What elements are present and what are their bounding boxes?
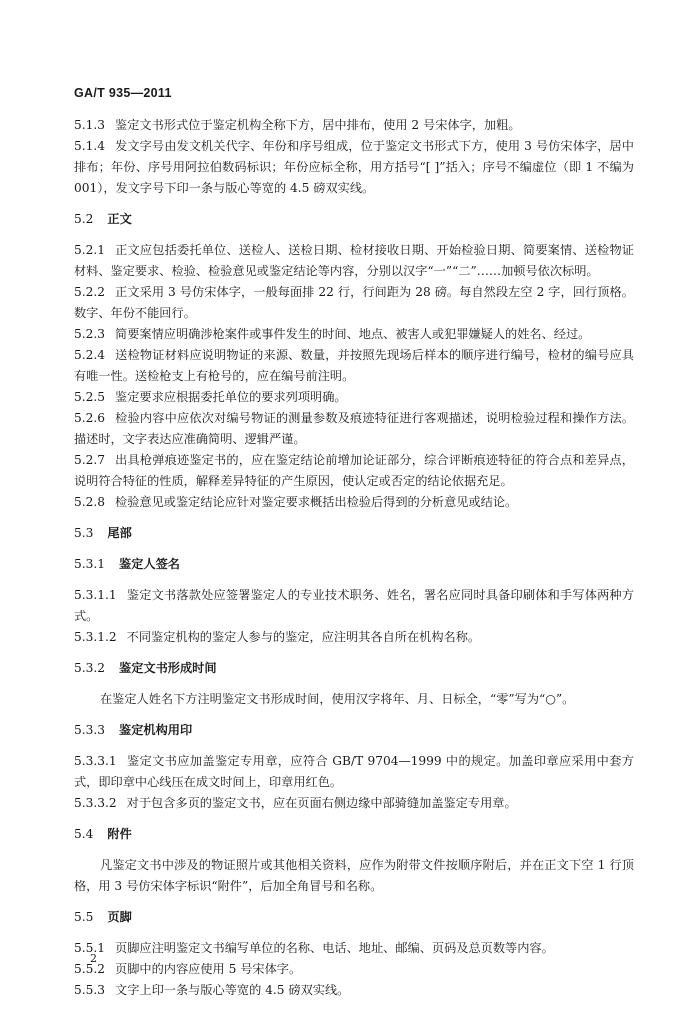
clause-number: 5.3.3.1 (74, 754, 117, 768)
clause-text: 正文应包括委托单位、送检人、送检日期、检材接收日期、开始检验日期、简要案情、送检物证材料、鉴定要求、检验、检验意见或鉴定结论等内容，分别以汉字“一”“二”……加顿号依次标明。 (74, 243, 634, 278)
clause-text: 尾部 (107, 526, 132, 540)
paragraph (74, 689, 634, 710)
clause-number: 5.3.1.1 (74, 588, 117, 602)
section-heading (74, 523, 634, 544)
clause-text: 检验内容中应依次对编号物证的测量参数及痕迹特征进行客观描述，说明检验过程和操作方法。描述时，文字表达应准确简明、逻辑严谨。 (74, 411, 634, 446)
clause-text: 鉴定文书落款处应签署鉴定人的专业技术职务、姓名，署名应同时具备印刷体和手写体两种方式。 (74, 588, 634, 623)
clause-number: 5.2 (74, 212, 94, 226)
clause (74, 627, 634, 648)
spacer (74, 814, 634, 824)
clause-text: 鉴定文书形式位于鉴定机构全称下方，居中排布，使用 2 号宋体字，加粗。 (115, 118, 521, 132)
spacer (74, 544, 634, 554)
clause-text: 鉴定人签名 (119, 557, 180, 571)
clause-number: 5.3.1.2 (74, 630, 117, 644)
clause-number: 5.1.4 (74, 139, 106, 153)
section-heading (74, 209, 634, 230)
paragraph (74, 855, 634, 897)
clause (74, 793, 634, 814)
section-heading (74, 907, 634, 928)
clause-text: 鉴定机构用印 (119, 723, 193, 737)
clause-number: 5.2.4 (74, 348, 106, 362)
clause-number: 5.2.5 (74, 390, 106, 404)
clause-text: 简要案情应明确涉枪案件或事件发生的时间、地点、被害人或犯罪嫌疑人的姓名、经过。 (115, 327, 591, 341)
clause-number: 5.1.3 (74, 118, 106, 132)
clause-text: 出具枪弹痕迹鉴定书的，应在鉴定结论前增加论证部分，综合评断痕迹特征的符合点和差异点，说明符合特征的性质，解释差异特征的产生原因，使认定或否定的结论依据充足。 (74, 453, 634, 488)
clause (74, 938, 634, 959)
clause-text: 在鉴定人姓名下方注明鉴定文书形成时间，使用汉字将年、月、日标全，“零”写为“○”。 (100, 692, 575, 706)
clause-number: 5.3.2 (74, 661, 106, 675)
spacer (74, 710, 634, 720)
section-heading (74, 720, 634, 741)
clause-text: 正文采用 3 号仿宋体字，一般每面排 22 行，行间距为 28 磅。每自然段左空 2 字，回行顶格。数字、年份不能回行。 (74, 285, 634, 320)
spacer (74, 199, 634, 209)
standard-number-header: GA/T 935—2011 (74, 86, 172, 100)
spacer (74, 230, 634, 240)
spacer (74, 513, 634, 523)
clause-text: 鉴定文书应加盖鉴定专用章，应符合 GB/T 9704—1999 中的规定。加盖印章应采用中套方式，即印章中心线压在成文时间上，印章用红色。 (74, 754, 634, 789)
spacer (74, 679, 634, 689)
clause (74, 345, 634, 387)
spacer (74, 845, 634, 855)
clause-number: 5.3.3.2 (74, 796, 117, 810)
clause-number: 5.2.7 (74, 453, 106, 467)
clause-text: 页脚中的内容应使用 5 号宋体字。 (115, 962, 302, 976)
spacer (74, 741, 634, 751)
clause (74, 115, 634, 136)
clause (74, 751, 634, 793)
clause-text: 页脚应注明鉴定文书编写单位的名称、电话、地址、邮编、页码及总页数等内容。 (115, 941, 554, 955)
clause-number: 5.2.2 (74, 285, 106, 299)
clause-text: 文字上印一条与版心等宽的 4.5 磅双实线。 (115, 983, 350, 997)
section-heading (74, 658, 634, 679)
clause-text: 对于包含多页的鉴定文书，应在页面右侧边缘中部骑缝加盖鉴定专用章。 (126, 796, 517, 810)
clause (74, 324, 634, 345)
clause (74, 585, 634, 627)
clause (74, 980, 634, 1001)
clause-text: 送检物证材料应说明物证的来源、数量，并按照先现场后样本的顺序进行编号，检材的编号应具有唯一性。送检枪支上有枪号的，应在编号前注明。 (74, 348, 634, 383)
clause-number: 5.5.3 (74, 983, 106, 997)
clause-number: 5.2.3 (74, 327, 106, 341)
spacer (74, 648, 634, 658)
clause-number: 5.4 (74, 827, 94, 841)
clause (74, 492, 634, 513)
clause-text: 不同鉴定机构的鉴定人参与的鉴定，应注明其各自所在机构名称。 (126, 630, 481, 644)
clause (74, 387, 634, 408)
clause-text: 鉴定要求应根据委托单位的要求列项明确。 (115, 390, 347, 404)
spacer (74, 928, 634, 938)
page-number: 2 (90, 952, 97, 965)
clause-number: 5.5.1 (74, 941, 106, 955)
clause-text: 发文字号由发文机关代字、年份和序号组成，位于鉴定文书形式下方，使用 3 号仿宋体字，居中排布；年份、序号用阿拉伯数码标识；年份应标全称，用方括号“[ ]”括入；序号不编虚位（即 1 不编为 001），发文字号下印一条与版心等宽的 4.5 磅双实线。 (74, 139, 634, 195)
spacer (74, 575, 634, 585)
clause (74, 240, 634, 282)
clause (74, 959, 634, 980)
clause (74, 450, 634, 492)
clause (74, 408, 634, 450)
clause-text: 附件 (107, 827, 132, 841)
clause-number: 5.3.1 (74, 557, 106, 571)
clause-number: 5.2.1 (74, 243, 106, 257)
clause-text: 凡鉴定文书中涉及的物证照片或其他相关资料，应作为附带文件按顺序附后，并在正文下空 1 行顶格，用 3 号仿宋体字标识“附件”，后加全角冒号和名称。 (74, 858, 634, 893)
section-heading (74, 554, 634, 575)
clause-text: 鉴定文书形成时间 (119, 661, 217, 675)
clause-number: 5.2.8 (74, 495, 106, 509)
clause-text: 检验意见或鉴定结论应针对鉴定要求概括出检验后得到的分析意见或结论。 (115, 495, 518, 509)
clause-number: 5.5 (74, 910, 94, 924)
clause-number: 5.3.3 (74, 723, 106, 737)
section-heading (74, 824, 634, 845)
clause (74, 282, 634, 324)
clause-number: 5.5.2 (74, 962, 106, 976)
clause-number: 5.2.6 (74, 411, 106, 425)
clause-text: 正文 (107, 212, 132, 226)
clause-number: 5.3 (74, 526, 94, 540)
spacer (74, 897, 634, 907)
clause-text: 页脚 (107, 910, 132, 924)
clause (74, 136, 634, 199)
document-body (74, 115, 634, 1001)
